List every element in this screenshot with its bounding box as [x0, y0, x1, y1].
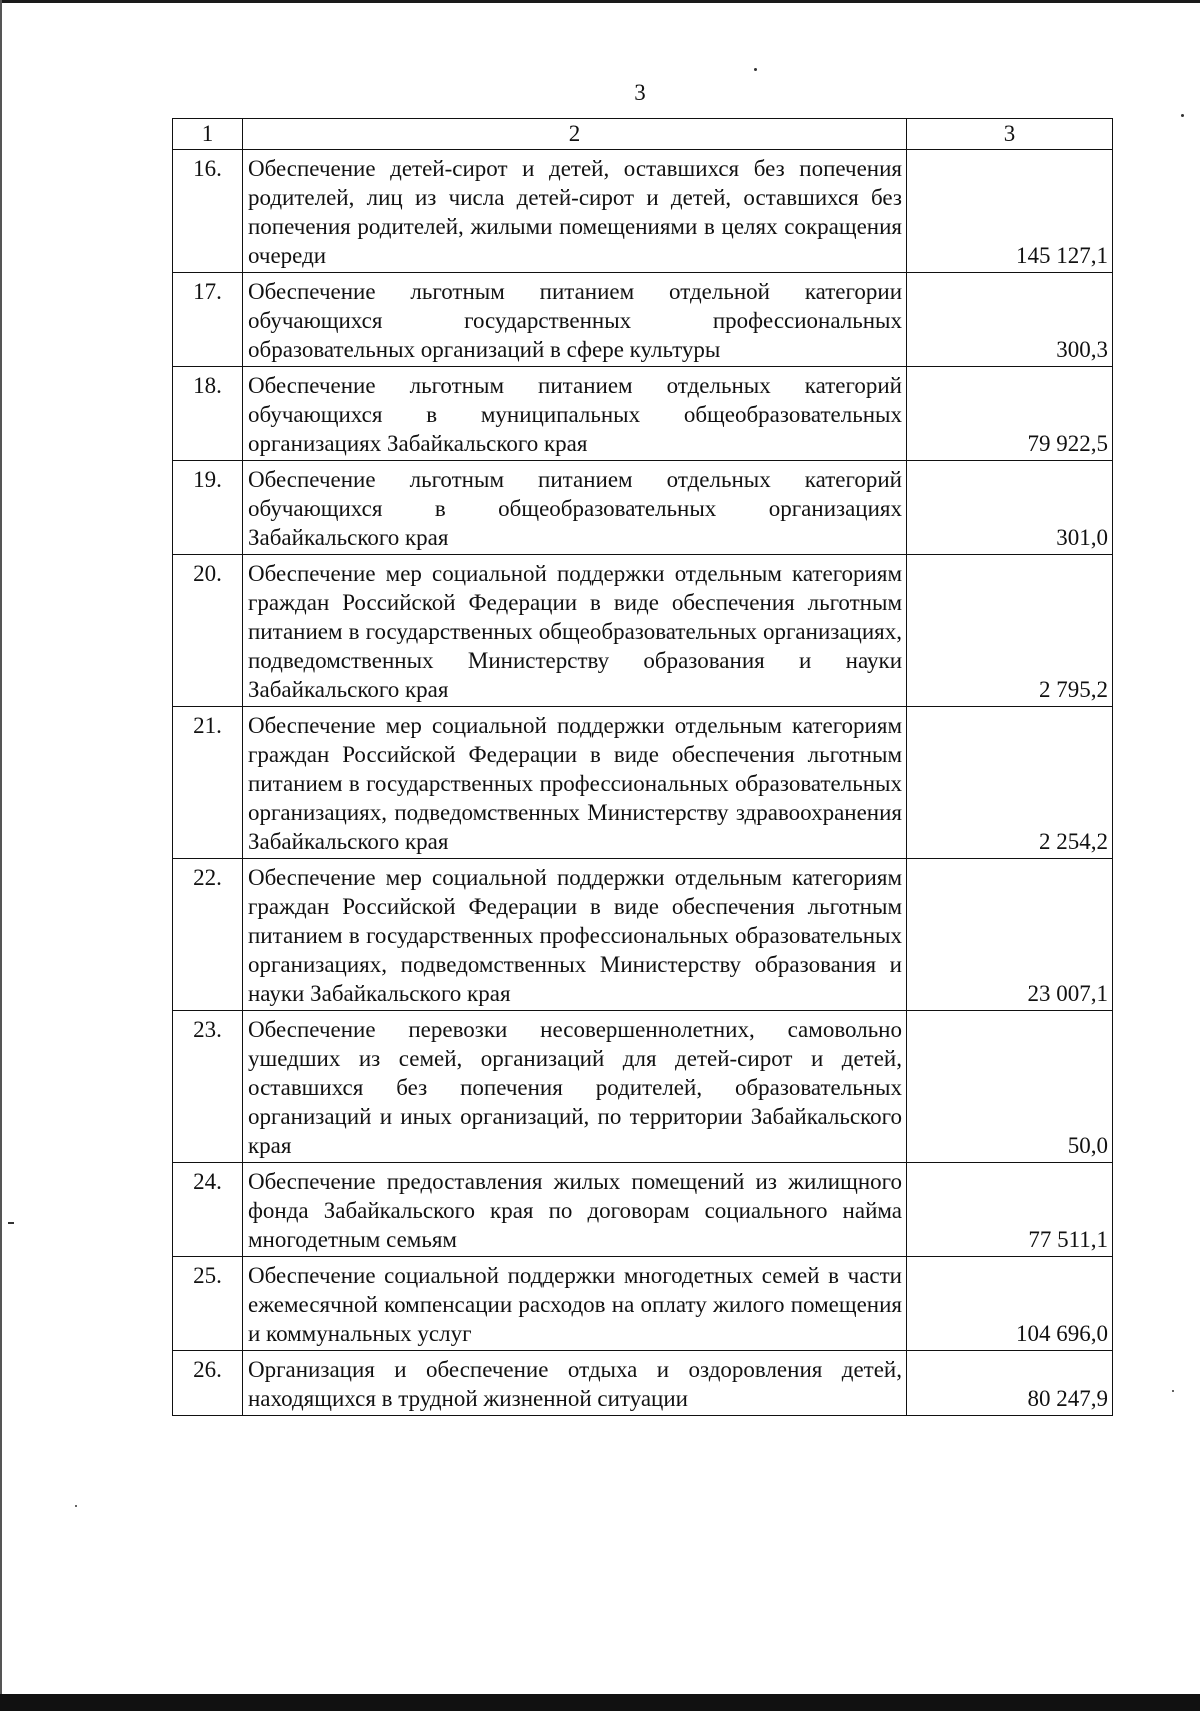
scan-speck	[1172, 1390, 1174, 1392]
row-amount: 23 007,1	[907, 859, 1113, 1011]
row-description: Обеспечение льготным питанием отдельных категорий обучающихся в общеобразовательных организациях Забайкальского края	[243, 461, 907, 555]
row-amount: 145 127,1	[907, 150, 1113, 273]
row-description: Обеспечение льготным питанием отдельных категорий обучающихся в муниципальных общеобразовательных организациях Забайкальского края	[243, 367, 907, 461]
scan-speck	[754, 68, 757, 71]
scan-speck	[8, 1222, 14, 1224]
row-amount: 50,0	[907, 1011, 1113, 1163]
row-amount: 77 511,1	[907, 1163, 1113, 1257]
row-description: Обеспечение перевозки несовершеннолетних, самовольно ушедших из семей, организаций для детей-сирот и детей, оставшихся без попечения родителей, образовательных организаций и иных организаций, по территории Забайкальского края	[243, 1011, 907, 1163]
appropriations-table	[172, 118, 1113, 1416]
row-amount: 104 696,0	[907, 1257, 1113, 1351]
column-header-number: 1	[173, 119, 243, 150]
table-row	[173, 367, 1113, 461]
row-number: 21.	[173, 707, 243, 859]
table-row	[173, 555, 1113, 707]
row-description: Обеспечение предоставления жилых помещений из жилищного фонда Забайкальского края по договорам социального найма многодетным семьям	[243, 1163, 907, 1257]
row-number: 16.	[173, 150, 243, 273]
row-description: Обеспечение мер социальной поддержки отдельным категориям граждан Российской Федерации в виде обеспечения льготным питанием в государственных профессиональных образовательных организациях, подведомственных Министерству здравоохранения Забайкальского края	[243, 707, 907, 859]
row-number: 18.	[173, 367, 243, 461]
scan-speck	[75, 1505, 77, 1507]
row-number: 26.	[173, 1351, 243, 1416]
row-amount: 80 247,9	[907, 1351, 1113, 1416]
row-description: Организация и обеспечение отдыха и оздоровления детей, находящихся в трудной жизненной ситуации	[243, 1351, 907, 1416]
scan-speck	[1181, 114, 1184, 117]
table-row	[173, 1011, 1113, 1163]
row-amount: 300,3	[907, 273, 1113, 367]
row-amount: 79 922,5	[907, 367, 1113, 461]
row-number: 20.	[173, 555, 243, 707]
row-amount: 2 254,2	[907, 707, 1113, 859]
scan-edge-bottom	[0, 1694, 1200, 1711]
table-row	[173, 859, 1113, 1011]
table-row	[173, 461, 1113, 555]
row-description: Обеспечение социальной поддержки многодетных семей в части ежемесячной компенсации расходов на оплату жилого помещения и коммунальных услуг	[243, 1257, 907, 1351]
scan-edge-left	[0, 0, 2, 1711]
table-header-row	[173, 119, 1113, 150]
column-header-name: 2	[243, 119, 907, 150]
table-row	[173, 150, 1113, 273]
row-amount: 301,0	[907, 461, 1113, 555]
table-row	[173, 1257, 1113, 1351]
column-header-amount: 3	[907, 119, 1113, 150]
row-number: 19.	[173, 461, 243, 555]
row-description: Обеспечение детей-сирот и детей, оставшихся без попечения родителей, лиц из числа детей-сирот и детей, оставшихся без попечения родителей, жилыми помещениями в целях сокращения очереди	[243, 150, 907, 273]
table-row	[173, 1163, 1113, 1257]
scan-edge-top	[0, 0, 1200, 3]
row-description: Обеспечение льготным питанием отдельной категории обучающихся государственных профессиональных образовательных организаций в сфере культуры	[243, 273, 907, 367]
row-number: 25.	[173, 1257, 243, 1351]
table-row	[173, 707, 1113, 859]
row-number: 17.	[173, 273, 243, 367]
row-number: 23.	[173, 1011, 243, 1163]
page-number: 3	[634, 80, 646, 105]
table-row	[173, 1351, 1113, 1416]
row-description: Обеспечение мер социальной поддержки отдельным категориям граждан Российской Федерации в виде обеспечения льготным питанием в государственных профессиональных образовательных организациях, подведомственных Министерству образования и науки Забайкальского края	[243, 859, 907, 1011]
row-number: 24.	[173, 1163, 243, 1257]
row-number: 22.	[173, 859, 243, 1011]
row-amount: 2 795,2	[907, 555, 1113, 707]
table-row	[173, 273, 1113, 367]
row-description: Обеспечение мер социальной поддержки отдельным категориям граждан Российской Федерации в виде обеспечения льготным питанием в государственных общеобразовательных организациях, подведомственных Министерству образования и науки Забайкальского края	[243, 555, 907, 707]
